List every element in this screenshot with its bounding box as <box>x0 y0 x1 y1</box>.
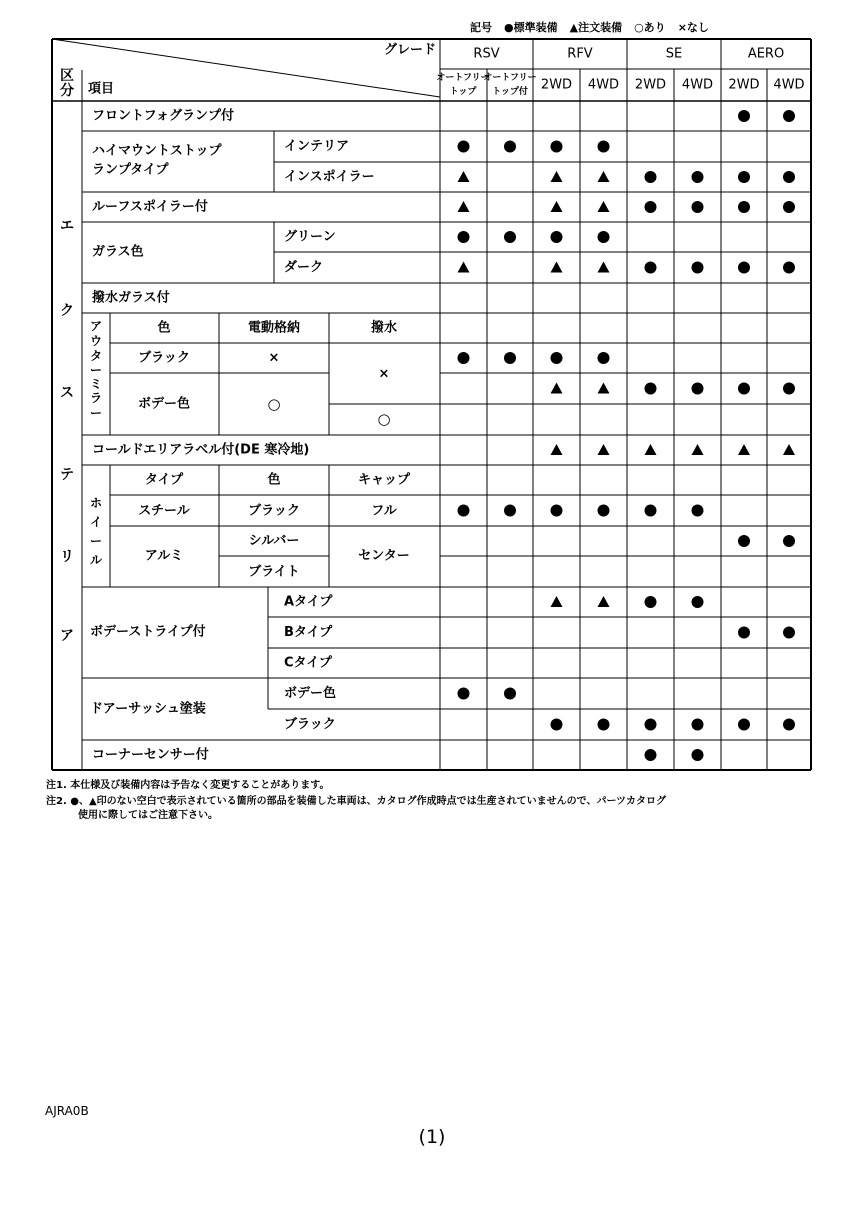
mirror-black-fold: × <box>268 350 280 366</box>
mirror-col-fold: 電動格納 <box>247 320 301 336</box>
standard-mark <box>692 719 704 731</box>
option-mark <box>598 171 610 182</box>
standard-mark <box>645 719 657 731</box>
grade-label: グレード <box>383 42 436 58</box>
standard-mark <box>598 719 610 731</box>
category-char: リ <box>60 549 74 565</box>
legend-option: ▲注文装備 <box>569 21 623 34</box>
item-door-sash: ドアーサッシュ塗装 <box>90 701 206 717</box>
wheel-steel: スチール <box>138 503 190 519</box>
standard-mark <box>504 505 516 517</box>
standard-mark <box>551 505 563 517</box>
mirror-title-char: ア <box>89 319 103 333</box>
item-dark: ダーク <box>284 260 324 275</box>
standard-mark <box>692 505 704 517</box>
standard-mark <box>738 535 750 547</box>
mirror-title-char: ミ <box>89 377 103 391</box>
standard-mark <box>738 110 750 122</box>
standard-mark <box>738 201 750 213</box>
category-char: ア <box>60 628 74 644</box>
item-sash-black: ブラック <box>284 717 336 732</box>
rsv-sub-header: オートフリー <box>483 73 537 83</box>
item-front-fog: フロントフォグランプ付 <box>92 108 234 124</box>
standard-mark <box>458 688 470 700</box>
standard-mark <box>692 171 704 183</box>
standard-mark <box>645 201 657 213</box>
page-number: (1) <box>418 1126 446 1148</box>
drive-2wd: 2WD <box>634 77 667 93</box>
standard-mark <box>598 352 610 364</box>
mirror-title-char: ウ <box>89 334 103 348</box>
grade-se: SE <box>665 46 683 62</box>
standard-mark <box>645 383 657 395</box>
item-inspoiler: インスポイラー <box>284 169 375 185</box>
standard-mark <box>598 505 610 517</box>
wheel-title-char: ホ <box>89 496 103 510</box>
drive-2wd: 2WD <box>540 77 573 93</box>
standard-mark <box>598 141 610 153</box>
rsv-sub-header: オートフリー <box>436 73 490 83</box>
item-sash-body: ボデー色 <box>284 686 337 701</box>
standard-mark <box>645 171 657 183</box>
option-mark <box>458 262 470 273</box>
standard-mark <box>504 231 516 243</box>
item-corner-sensor: コーナーセンサー付 <box>92 747 209 763</box>
standard-mark <box>783 535 795 547</box>
wheel-title-char: ー <box>89 534 103 548</box>
option-mark <box>598 444 610 455</box>
standard-mark <box>783 171 795 183</box>
item-roof-spoiler: ルーフスポイラー付 <box>92 199 208 215</box>
standard-mark <box>783 383 795 395</box>
legend-title: 記号 <box>470 21 492 34</box>
standard-mark <box>783 110 795 122</box>
mirror-title-char: ラ <box>89 391 103 405</box>
item-water-repellent: 撥水ガラス付 <box>92 290 170 306</box>
option-mark <box>458 201 470 212</box>
legend-standard: ●標準装備 <box>504 21 558 34</box>
option-mark <box>645 444 657 455</box>
option-mark <box>738 444 750 455</box>
option-mark <box>551 171 563 182</box>
option-mark <box>783 444 795 455</box>
drive-4wd: 4WD <box>773 77 805 93</box>
rsv-sub-header: トップ付 <box>492 87 528 97</box>
standard-mark <box>551 141 563 153</box>
standard-mark <box>783 201 795 213</box>
item-highmount: ランプタイプ <box>92 162 169 178</box>
standard-mark <box>598 231 610 243</box>
standard-mark <box>692 596 704 608</box>
kubun-label: 分 <box>60 83 74 99</box>
item-highmount: ハイマウントストップ <box>92 143 222 159</box>
option-mark <box>551 444 563 455</box>
option-mark <box>692 444 704 455</box>
standard-mark <box>692 201 704 213</box>
option-mark <box>598 262 610 273</box>
standard-mark <box>783 719 795 731</box>
option-mark <box>458 171 470 182</box>
mirror-rain-o: ○ <box>377 410 391 428</box>
standard-mark <box>458 352 470 364</box>
standard-mark <box>504 141 516 153</box>
option-mark <box>551 201 563 212</box>
grade-aero: AERO <box>747 46 785 62</box>
grade-rfv: RFV <box>567 46 593 62</box>
item-glass-color: ガラス色 <box>92 244 144 260</box>
standard-mark <box>645 505 657 517</box>
mirror-title-char: タ <box>89 349 103 363</box>
wheel-col-type: タイプ <box>144 472 184 488</box>
drive-4wd: 4WD <box>587 77 620 93</box>
standard-mark <box>551 231 563 243</box>
item-stripe-b: Bタイプ <box>284 625 333 640</box>
legend-yes: ○あり <box>634 21 666 34</box>
wheel-col-cap: キャップ <box>357 472 411 488</box>
note-2: 注2. ●、▲印のない空白で表示されている箇所の部品を装備した車両は、カタログ作成時点では生産されていませんので、パーツカタログ <box>46 796 667 807</box>
item-stripe-a: Aタイプ <box>284 594 333 610</box>
standard-mark <box>783 262 795 274</box>
standard-mark <box>738 627 750 639</box>
standard-mark <box>551 352 563 364</box>
note-2-cont: 使用に際してはご注意下さい。 <box>78 810 218 821</box>
option-mark <box>551 596 563 607</box>
standard-mark <box>458 141 470 153</box>
wheel-alumi: アルミ <box>144 548 184 564</box>
wheel-title-char: イ <box>89 515 103 529</box>
standard-mark <box>692 262 704 274</box>
mirror-col-color: 色 <box>157 320 171 336</box>
option-mark <box>598 201 610 212</box>
category-char: テ <box>60 467 74 483</box>
drive-4wd: 4WD <box>681 77 714 93</box>
mirror-black: ブラック <box>138 350 190 366</box>
standard-mark <box>504 352 516 364</box>
mirror-col-rain: 撥水 <box>370 320 398 336</box>
standard-mark <box>738 262 750 274</box>
category-char: ス <box>60 385 74 401</box>
legend-no: ×なし <box>677 21 709 34</box>
item-cold-area: コールドエリアラベル付(DE 寒冷地) <box>92 442 310 458</box>
option-mark <box>551 383 563 394</box>
mirror-rain-x: × <box>378 366 390 382</box>
item-stripe-c: Cタイプ <box>284 655 332 671</box>
rsv-sub-header: トップ <box>449 87 477 97</box>
item-body-stripe: ボデーストライプ付 <box>90 624 206 640</box>
drive-2wd: 2WD <box>728 77 760 93</box>
option-mark <box>598 596 610 607</box>
standard-mark <box>783 627 795 639</box>
standard-mark <box>551 719 563 731</box>
wheel-steel-color: ブラック <box>248 503 300 519</box>
wheel-col-color: 色 <box>267 472 281 488</box>
standard-mark <box>738 171 750 183</box>
standard-mark <box>504 688 516 700</box>
wheel-bright: ブライト <box>248 564 300 580</box>
category-char: ク <box>60 303 74 319</box>
wheel-silver: シルバー <box>248 533 300 549</box>
grade-rsv: RSV <box>473 46 500 62</box>
standard-mark <box>645 262 657 274</box>
standard-mark <box>738 383 750 395</box>
wheel-alumi-cap: センター <box>358 548 410 564</box>
note-1: 注1. 本仕様及び装備内容は予告なく変更することがあります。 <box>46 780 330 791</box>
item-green: グリーン <box>284 229 336 245</box>
mirror-title-char: ー <box>89 406 103 420</box>
kubun-label: 区 <box>60 68 74 84</box>
option-mark <box>598 383 610 394</box>
standard-mark <box>645 596 657 608</box>
category-char: エ <box>60 218 74 234</box>
mirror-body: ボデー色 <box>137 396 191 412</box>
mirror-title-char: ー <box>89 363 103 377</box>
standard-mark <box>458 231 470 243</box>
standard-mark <box>692 383 704 395</box>
standard-mark <box>645 749 657 761</box>
standard-mark <box>692 749 704 761</box>
mirror-body-fold: ○ <box>267 395 281 413</box>
item-label: 項目 <box>88 81 115 97</box>
option-mark <box>551 262 563 273</box>
standard-mark <box>458 505 470 517</box>
item-interior: インテリア <box>284 139 350 154</box>
wheel-title-char: ル <box>89 553 103 567</box>
document-code: AJRA0B <box>45 1104 89 1118</box>
wheel-steel-cap: フル <box>371 503 397 519</box>
standard-mark <box>738 719 750 731</box>
